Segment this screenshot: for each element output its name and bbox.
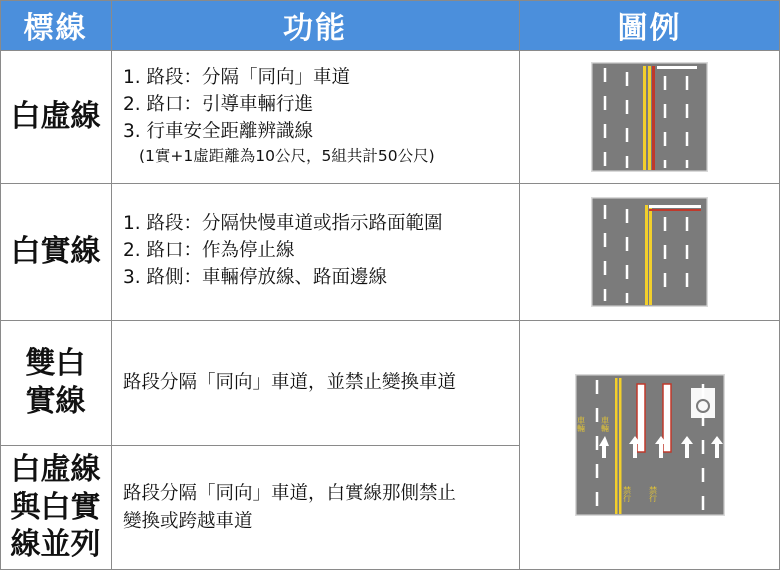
header-function: 功能 [111,0,519,50]
rows-3-4-legend [519,320,780,570]
row-4-name-line-3: 線並列 [10,527,101,563]
row-3-marking-name [0,320,111,445]
row-4-name-line-2: 與白實 [10,489,101,525]
row-3-function-1: 路段分隔「同向」車道，並禁止變換車道 [123,371,457,393]
lane-word-left: 車輛 [576,416,585,432]
row-2-legend [519,183,780,320]
white-solid-line-illustration [591,197,708,307]
grid-line [519,0,520,570]
row-4-functions [111,445,519,570]
row-2-functions [111,183,519,320]
grid-line [0,445,519,446]
white-dashed-line-illustration [591,62,708,172]
row-1-function-3: 3. 行車安全距離辨識線 [123,120,314,142]
grid-line [0,50,780,51]
row-1-name-text: 白虛線 [10,98,101,134]
row-3-functions [111,320,519,445]
grid-line [0,183,780,184]
row-4-marking-name [0,445,111,570]
row-2-name-text: 白實線 [10,233,101,269]
row-4-name-line-1: 白虛線 [10,452,101,488]
row-1-function-2: 2. 路口：引導車輛行進 [123,93,314,115]
grid-line [111,0,112,570]
row-3-name-line-2: 實線 [25,383,86,419]
lane-word-right: 車輛 [600,416,609,432]
row-1-functions [111,50,519,183]
no-pass-text-1: 禁行 [622,486,631,502]
grid-line [0,0,780,1]
row-1-function-1: 1. 路段：分隔「同向」車道 [123,67,351,89]
row-4-function-1: 路段分隔「同向」車道，白實線那側禁止 [123,482,457,504]
row-4-function-2: 變換或跨越車道 [123,510,253,532]
header-legend: 圖例 [519,0,780,50]
row-2-function-1: 1. 路段：分隔快慢車道或指示路面範圍 [123,213,443,235]
row-3-name-line-1: 雙白 [25,346,86,381]
row-2-function-3: 3. 路側：車輛停放線、路面邊線 [123,266,388,288]
header-marking: 標線 [0,0,111,50]
row-1-note: (1實+1虛距離為10公尺，5組共計50公尺) [139,147,435,166]
grid-line [0,320,780,321]
row-1-legend [519,50,780,183]
row-1-marking-name [0,50,111,183]
grid-line [0,0,1,570]
no-pass-text-2: 禁行 [648,486,657,502]
double-solid-line-illustration [575,374,725,516]
row-2-marking-name [0,183,111,320]
row-2-function-2: 2. 路口：作為停止線 [123,240,295,262]
